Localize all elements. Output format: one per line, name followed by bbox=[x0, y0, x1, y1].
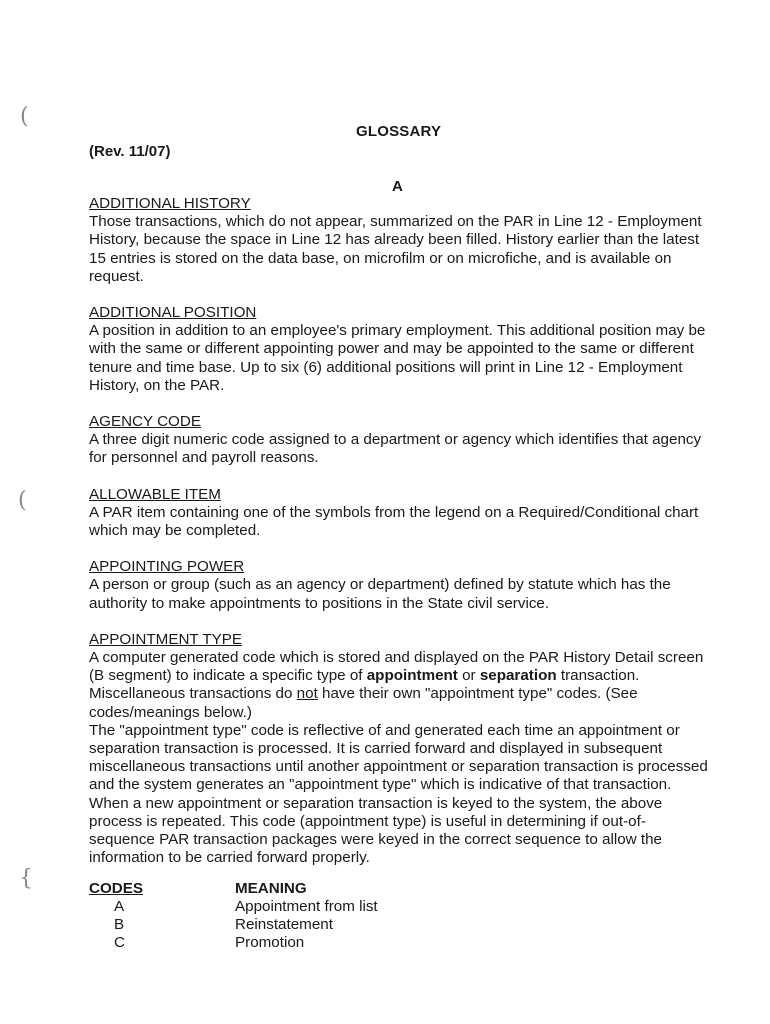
codes-table bbox=[89, 880, 489, 952]
definition-underlined-text: not bbox=[296, 685, 318, 703]
code-cell: B bbox=[114, 916, 125, 933]
code-cell: C bbox=[114, 934, 125, 951]
glossary-term: ALLOWABLE ITEM bbox=[89, 485, 221, 503]
meaning-cell: Reinstatement bbox=[235, 916, 333, 933]
glossary-definition: A position in addition to an employee's primary employment. This additional position may be with the same or different appointing power and may be appointed to the same or different tenure and time base. Up to six (6) additional positions will print in Line 12 - Employment History, on the PAR. bbox=[89, 322, 706, 394]
code-cell: A bbox=[114, 898, 125, 915]
scan-mark-1: ( bbox=[20, 104, 29, 129]
glossary-definition bbox=[89, 649, 709, 722]
glossary-entry-appointment-type bbox=[89, 631, 709, 868]
glossary-definition: A person or group (such as an agency or department) defined by statute which has the authority to make appointments to positions in the State civil service. bbox=[89, 576, 671, 612]
codes-table-header bbox=[89, 880, 489, 898]
definition-text: transaction. Miscellaneous transactions do bbox=[89, 667, 640, 703]
scan-mark-2: ( bbox=[18, 488, 27, 513]
glossary-definition: Those transactions, which do not appear, summarized on the PAR in Line 12 - Employment History, because the space in Line 12 has already been filled. History earlier than the latest 15 entries is stored on the data base, on microfilm or on microfiche, and is available on request. bbox=[89, 213, 702, 285]
definition-text: have their own "appointment type" codes. (See codes/meanings below.) bbox=[89, 685, 638, 721]
meaning-column-header: MEANING bbox=[235, 880, 307, 897]
codes-column-header: CODES bbox=[89, 880, 144, 897]
meaning-cell: Appointment from list bbox=[235, 898, 378, 915]
glossary-definition: A three digit numeric code assigned to a department or agency which identifies that agency for personnel and payroll reasons. bbox=[89, 431, 702, 467]
page-title: GLOSSARY bbox=[356, 123, 442, 140]
glossary-definition: A PAR item containing one of the symbols from the legend on a Required/Conditional chart which may be completed. bbox=[89, 503, 699, 540]
glossary-term: APPOINTMENT TYPE bbox=[89, 630, 243, 648]
scan-mark-3: { bbox=[19, 866, 33, 891]
glossary-entry bbox=[89, 304, 709, 395]
codes-table-row bbox=[89, 898, 489, 916]
definition-text: or bbox=[457, 667, 480, 685]
glossary-entry bbox=[89, 195, 709, 286]
definition-bold-text: appointment bbox=[366, 667, 458, 685]
glossary-term: APPOINTING POWER bbox=[89, 558, 245, 576]
section-letter: A bbox=[392, 178, 403, 195]
definition-bold-text: separation bbox=[479, 667, 557, 685]
glossary-term: ADDITIONAL HISTORY bbox=[89, 195, 251, 212]
codes-table-row bbox=[89, 934, 489, 952]
glossary-definition-paragraph: The "appointment type" code is reflective of and generated each time an appointment or separation transaction is processed. It is carried forward and displayed in subsequent miscellaneous transactions until another appointment or separation transaction is processed and the system generates an "appointment type" which is indicative of that transaction. When a new appointment or separation transaction is keyed to the system, the above process is repeated. This code (appointment type) is useful in determining if out-of-sequence PAR transaction packages were keyed in the correct sequence to allow the information to be carried forward properly. bbox=[89, 721, 708, 867]
definition-text: A computer generated code which is stored and displayed on the PAR History Detail screen (B segment) to indicate a specific type of bbox=[89, 649, 704, 685]
revision-label: (Rev. 11/07) bbox=[89, 143, 171, 160]
glossary-term: AGENCY CODE bbox=[89, 413, 201, 431]
glossary-term: ADDITIONAL POSITION bbox=[89, 304, 257, 322]
glossary-entry bbox=[89, 486, 709, 541]
meaning-cell: Promotion bbox=[235, 934, 305, 951]
codes-table-row bbox=[89, 916, 489, 934]
glossary-body bbox=[89, 195, 709, 886]
glossary-entry bbox=[89, 413, 709, 468]
glossary-entry bbox=[89, 558, 709, 613]
